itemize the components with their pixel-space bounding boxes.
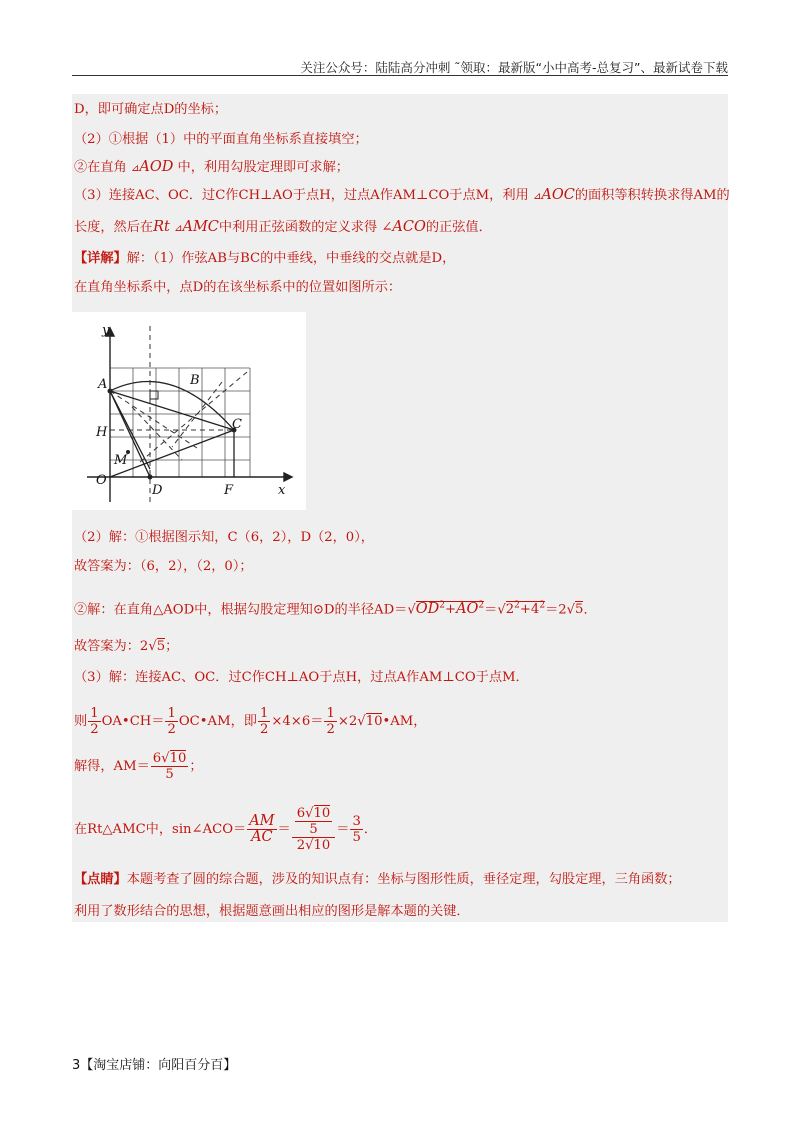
math-span: ACO bbox=[392, 219, 426, 235]
text-line bbox=[74, 250, 455, 268]
text-line: （2）①根据（1）中的平面直角坐标系直接填空； bbox=[74, 132, 368, 147]
text-line bbox=[74, 871, 681, 889]
text-span: 中利用正弦函数的定义求得 bbox=[218, 220, 378, 235]
math-span: AO bbox=[456, 601, 479, 618]
text-span: ； bbox=[165, 639, 179, 654]
text-line bbox=[74, 218, 492, 238]
radicand bbox=[506, 601, 545, 617]
compound-fraction bbox=[292, 806, 336, 853]
point-label-c: C bbox=[232, 417, 242, 432]
text-span: ＝ bbox=[277, 822, 291, 837]
text-span: 则 bbox=[74, 714, 88, 729]
text-span: ②在直角 bbox=[74, 160, 127, 175]
text-line: 在直角坐标系中，点D的在该坐标系中的位置如图所示： bbox=[74, 280, 402, 295]
page-footer: 3【淘宝店铺：向阳百分百】 bbox=[72, 1058, 237, 1073]
math-span: Rt bbox=[153, 219, 170, 235]
coordinate-figure bbox=[72, 312, 306, 510]
text-line: 利用了数形结合的思想，根据题意画出相应的图形是解本题的关键． bbox=[74, 904, 470, 919]
radicand: 10 bbox=[313, 806, 331, 821]
text-span: ＝ bbox=[484, 602, 498, 618]
text-line bbox=[74, 638, 178, 656]
text-span: ． bbox=[583, 602, 597, 618]
denominator: 2 bbox=[326, 722, 335, 737]
radicand: 10 bbox=[313, 838, 331, 853]
math-span: 6 bbox=[296, 806, 306, 821]
denominator bbox=[292, 838, 336, 853]
radicand: 10 bbox=[169, 751, 187, 766]
geometry-svg bbox=[72, 312, 306, 510]
text-line: D，即可确定点D的坐标； bbox=[74, 102, 228, 117]
axis-label-y: y bbox=[102, 323, 110, 338]
fraction bbox=[165, 706, 177, 737]
denominator: 2 bbox=[259, 722, 269, 737]
text-span: •AM， bbox=[382, 714, 427, 729]
math-span: AMC bbox=[182, 219, 219, 235]
sqrt-icon: √ bbox=[357, 714, 366, 729]
text-line: 故答案为：（6，2），（2，0）； bbox=[74, 559, 253, 574]
radicand: $OD^2+AO^2$ bbox=[415, 601, 485, 618]
numerator bbox=[292, 806, 336, 838]
text-span: 长度，然后在 bbox=[74, 220, 154, 235]
math-span: 6 bbox=[152, 751, 162, 766]
point-label-o: O bbox=[96, 473, 107, 488]
point-label-d: D bbox=[152, 483, 163, 498]
numerator: 1 bbox=[326, 706, 335, 721]
sqrt-icon: √ bbox=[497, 602, 506, 618]
denominator: 5 bbox=[352, 830, 361, 845]
text-span: 中，利用勾股定理即可求解； bbox=[177, 160, 349, 175]
denominator: 2 bbox=[90, 722, 99, 737]
text-line bbox=[74, 186, 730, 206]
text-span: 的正弦值． bbox=[425, 220, 492, 235]
text-span: ×2 bbox=[337, 714, 358, 729]
text-line: （3）解：连接AC、OC．过C作CH⊥AO于点H，过点A作AM⊥CO于点M． bbox=[74, 670, 529, 685]
sqrt-icon: √ bbox=[161, 751, 170, 766]
remark-tag: 【点睛】 bbox=[74, 872, 127, 887]
sqrt-icon: √ bbox=[305, 806, 314, 821]
text-span: OA•CH＝ bbox=[101, 714, 165, 729]
text-span: 解得，AM＝ bbox=[74, 759, 150, 774]
fraction bbox=[247, 814, 276, 845]
point-label-m: M bbox=[114, 453, 128, 468]
text-span: ②解：在直角△AOD中，根据勾股定理知⊙D的半径AD＝ bbox=[74, 602, 408, 618]
detail-tag: 【详解】 bbox=[74, 251, 127, 266]
header-rule bbox=[72, 75, 728, 76]
math-span: AOD bbox=[139, 159, 174, 175]
sqrt-icon: √ bbox=[305, 838, 314, 853]
numerator: 3 bbox=[352, 814, 361, 829]
math-span: AOC bbox=[541, 187, 575, 203]
fraction bbox=[350, 814, 362, 845]
numerator bbox=[151, 751, 189, 767]
text-span: 本题考查了圆的综合题，涉及的知识点有：坐标与图形性质，垂径定理，勾股定理，三角函数； bbox=[126, 872, 681, 887]
superscript: 2 bbox=[439, 601, 445, 611]
numerator: 1 bbox=[259, 706, 269, 721]
math-span: +4 bbox=[519, 602, 540, 618]
text-line bbox=[74, 158, 349, 178]
text-span: ＝ bbox=[336, 822, 350, 837]
text-line: （2）解：①根据图示知，C（6，2），D（2，0）， bbox=[74, 530, 374, 545]
text-span: （3）连接AC、OC．过C作CH⊥AO于点H，过点A作AM⊥CO于点M，利用 bbox=[74, 188, 529, 203]
denominator: 2 bbox=[167, 722, 176, 737]
triangle-icon: ⊿ bbox=[174, 223, 183, 234]
math-span: ＝2 bbox=[545, 602, 567, 618]
denominator: 5 bbox=[165, 767, 174, 782]
text-line bbox=[74, 706, 426, 738]
text-line bbox=[74, 800, 377, 860]
denominator: AC bbox=[251, 829, 273, 845]
fraction bbox=[295, 806, 333, 837]
math-span: 2 bbox=[505, 602, 515, 618]
numerator: 1 bbox=[90, 706, 99, 721]
point-label-b: B bbox=[190, 373, 200, 388]
text-span: 故答案为：2 bbox=[74, 639, 149, 654]
radicand: 5 bbox=[156, 639, 166, 654]
triangle-icon: ⊿ bbox=[532, 191, 542, 202]
axis-label-x: x bbox=[278, 483, 286, 498]
text-span: 解：（1）作弦AB与BC的中垂线，中垂线的交点就是D， bbox=[126, 251, 456, 266]
text-span: ． bbox=[363, 822, 378, 837]
fraction bbox=[88, 706, 100, 737]
point-label-f: F bbox=[224, 483, 234, 498]
angle-icon: ∠ bbox=[381, 220, 393, 235]
superscript: 2 bbox=[539, 601, 546, 611]
point-label-h: H bbox=[96, 425, 108, 440]
radicand: 5 bbox=[575, 602, 584, 618]
text-span: 的面积等积转换求得AM的 bbox=[574, 188, 730, 203]
page-header: 关注公众号：陆陆高分冲刺 ˜领取：最新版“小中高考-总复习”、最新试卷下载 bbox=[300, 60, 728, 75]
text-span: OC•AM，即 bbox=[178, 714, 257, 729]
denominator: 5 bbox=[309, 822, 318, 837]
text-line bbox=[74, 597, 597, 619]
text-span: 在Rt△AMC中，sin∠ACO＝ bbox=[74, 822, 247, 837]
numerator: 1 bbox=[167, 706, 176, 721]
text-span: ×4×6＝ bbox=[271, 714, 324, 729]
numerator: AM bbox=[249, 813, 275, 829]
radicand: 10 bbox=[365, 714, 383, 729]
fraction bbox=[151, 751, 189, 782]
point-label-a: A bbox=[98, 377, 108, 392]
numerator bbox=[295, 806, 333, 822]
superscript: 2 bbox=[514, 601, 520, 611]
math-span: 2 bbox=[296, 838, 306, 853]
text-line bbox=[74, 750, 203, 784]
triangle-icon: ⊿ bbox=[130, 163, 140, 174]
sqrt-icon: √ bbox=[148, 639, 157, 654]
fraction bbox=[258, 706, 270, 737]
sqrt-icon: √ bbox=[566, 602, 576, 618]
math-span: OD bbox=[415, 601, 440, 618]
sqrt-icon: √ bbox=[407, 602, 416, 618]
fraction bbox=[324, 706, 336, 737]
text-span: ； bbox=[189, 759, 203, 774]
superscript: 2 bbox=[478, 601, 485, 611]
